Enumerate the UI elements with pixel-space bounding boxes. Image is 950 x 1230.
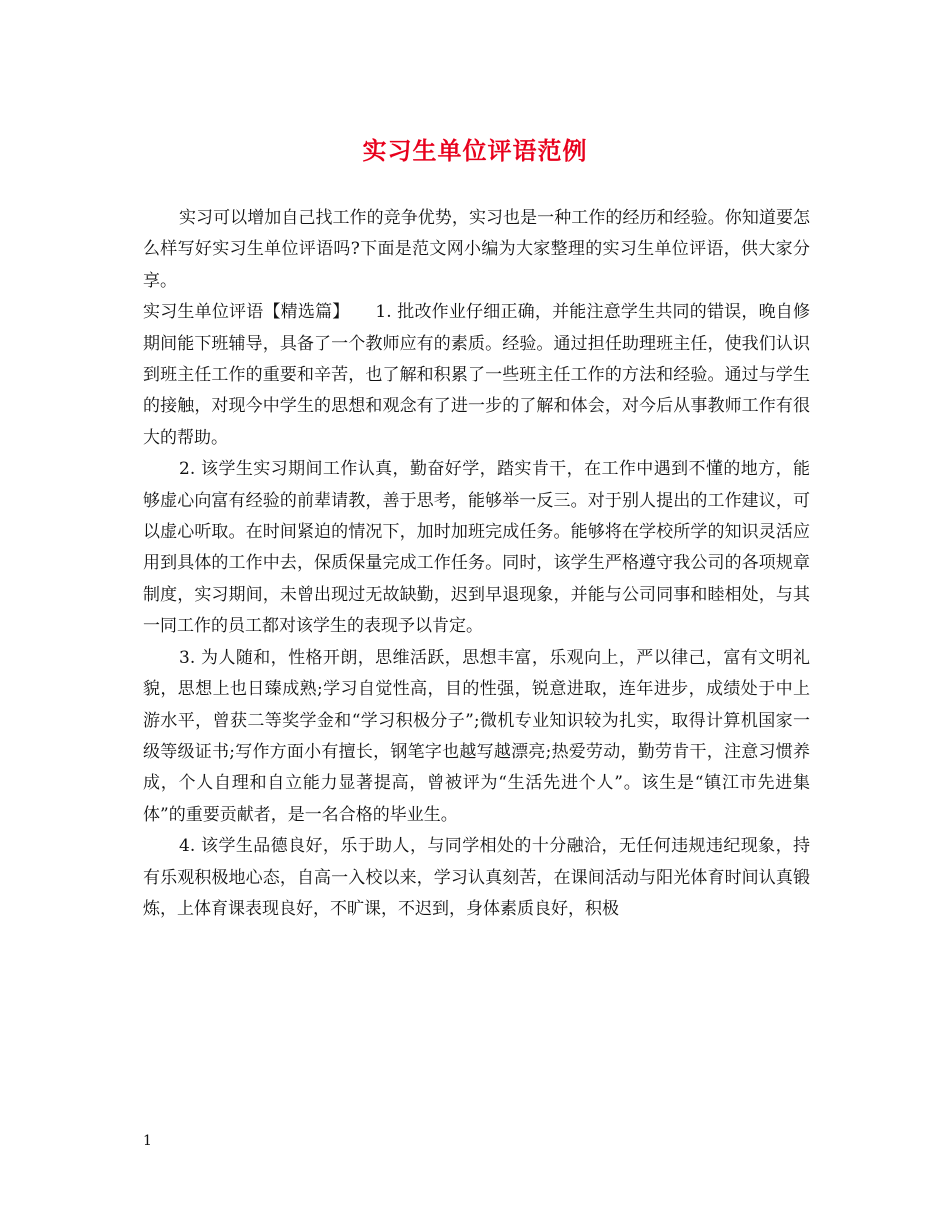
document-title: 实习生单位评语范例 — [362, 136, 588, 165]
paragraph-item-1: 实习生单位评语【精选篇】 1. 批改作业仔细正确，并能注意学生共同的错误，晚自修期间能下班辅导，具备了一个教师应有的素质。经验。通过担任助理班主任，使我们认识到班主任工作的重要和辛苦，也了解和积累了一些班主任工作的方法和经验。通过与学生的接触，对现今中学生的思想和观念有了进一步的了解和体会，对今后从事教师工作有很大的帮助。 — [143, 302, 810, 448]
paragraph-item-4: 4. 该学生品德良好，乐于助人，与同学相处的十分融洽，无任何违规违纪现象，持有乐观积极地心态，自高一入校以来，学习认真刻苦，在课间活动与阳光体育时间认真锻炼，上体育课表现良好，不旷课，不迟到，身体素质良好，积极 — [143, 836, 810, 919]
paragraph-item-3: 3. 为人随和，性格开朗，思维活跃，思想丰富，乐观向上，严以律己，富有文明礼貌，思想上也日臻成熟;学习自觉性高，目的性强，锐意进取，连年进步，成绩处于中上游水平，曾获二等奖学金和“学习积极分子”;微机专业知识较为扎实，取得计算机国家一级等级证书;写作方面小有擅长，钢笔字也越写越漂亮;热爱劳动，勤劳肯干，注意习惯养成，个人自理和自立能力显著提高，曾被评为“生活先进个人”。该生是“镇江市先进集体”的重要贡献者，是一名合格的毕业生。 — [143, 647, 810, 825]
document-body — [143, 203, 810, 925]
page-number: 1 — [143, 1133, 152, 1149]
paragraph-item-2: 2. 该学生实习期间工作认真，勤奋好学，踏实肯干，在工作中遇到不懂的地方，能够虚心向富有经验的前辈请教，善于思考，能够举一反三。对于别人提出的工作建议，可以虚心听取。在时间紧迫的情况下，加时加班完成任务。能够将在学校所学的知识灵活应用到具体的工作中去，保质保量完成工作任务。同时，该学生严格遵守我公司的各项规章制度，实习期间，未曾出现过无故缺勤，迟到早退现象，并能与公司同事和睦相处，与其一同工作的员工都对该学生的表现予以肯定。 — [143, 459, 810, 637]
intro-paragraph: 实习可以增加自己找工作的竞争优势，实习也是一种工作的经历和经验。你知道要怎么样写好实习生单位评语吗?下面是范文网小编为大家整理的实习生单位评语，供大家分享。 — [143, 208, 810, 291]
